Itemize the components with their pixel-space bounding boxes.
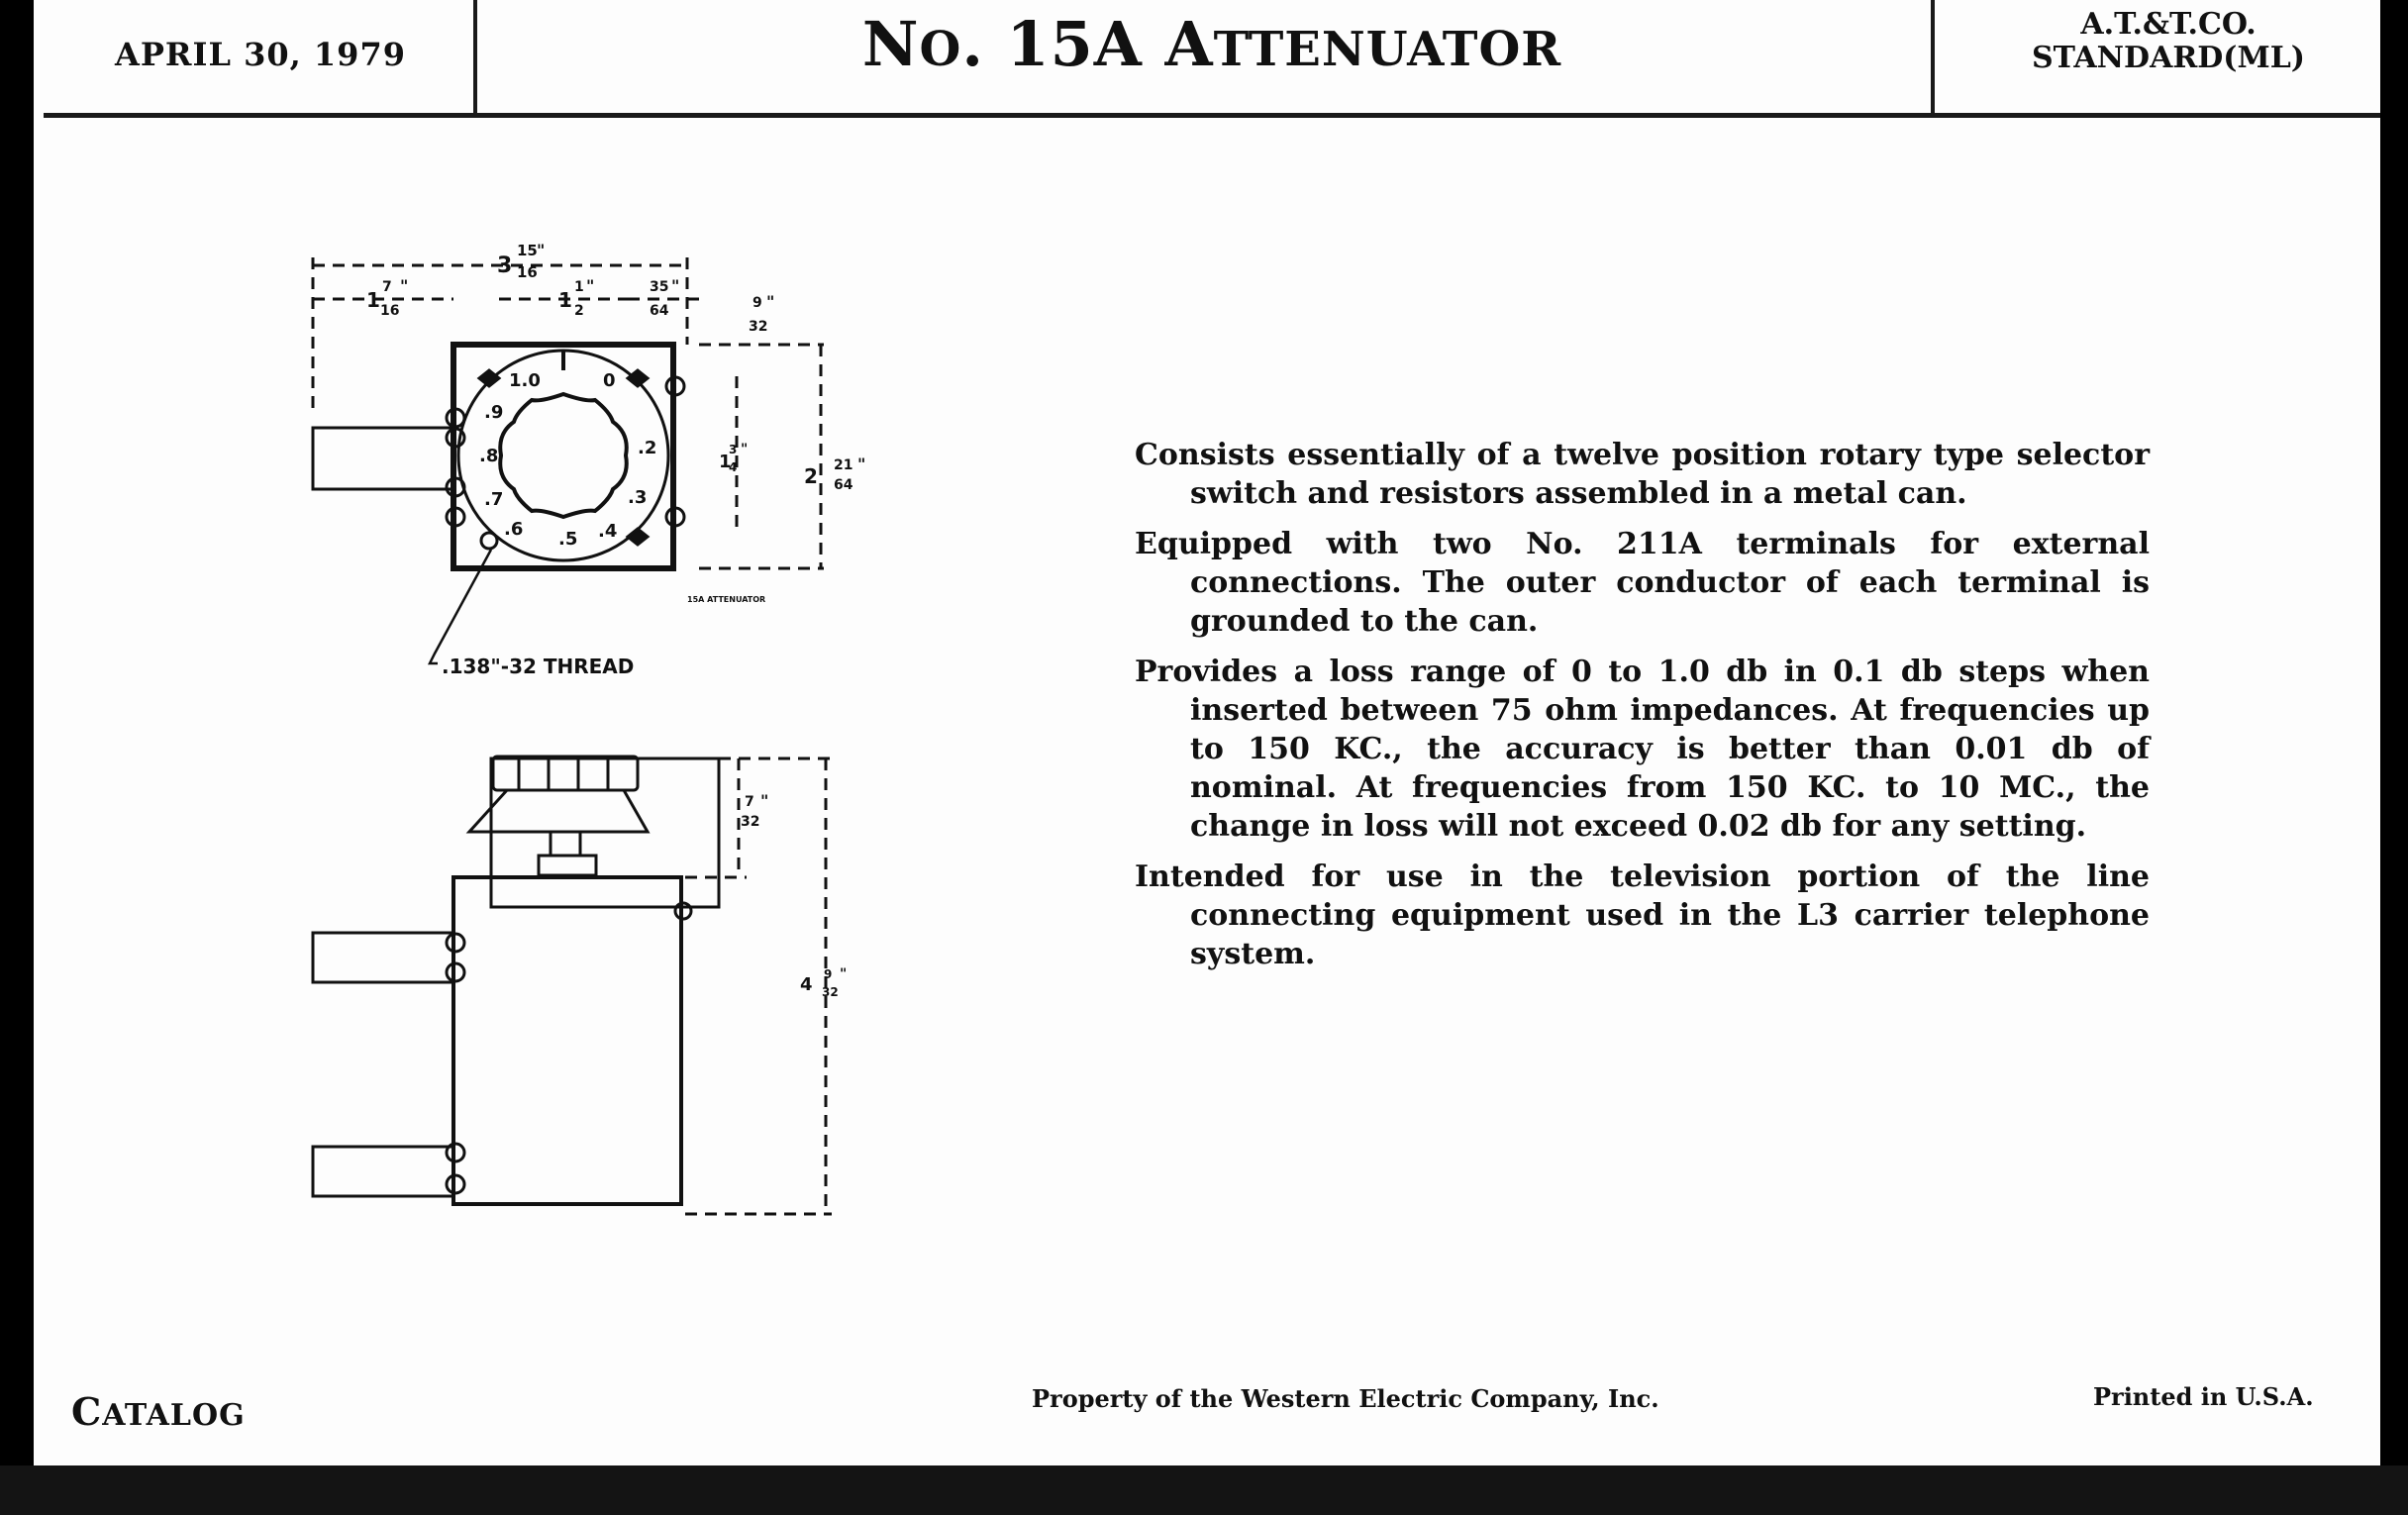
svg-text:32: 32 (822, 985, 839, 999)
catalog-sheet (34, 0, 2380, 1465)
svg-text:21: 21 (834, 457, 853, 473)
dial-number: .5 (558, 529, 578, 550)
knob-side (493, 757, 638, 790)
svg-text:32: 32 (749, 319, 768, 335)
footer-catalog: CATALOG (71, 1389, 246, 1434)
svg-text:15: 15 (517, 242, 538, 259)
svg-text:": " (840, 966, 848, 982)
svg-text:1: 1 (574, 279, 584, 295)
terminal-side-lower (313, 1147, 453, 1196)
svg-text:9: 9 (824, 967, 833, 981)
attenuator-drawing (271, 228, 905, 1238)
header-standard: A.T.&T.CO. STANDARD(ML) (2032, 7, 2305, 75)
svg-text:4: 4 (729, 460, 738, 474)
dial-knob-outline (500, 394, 627, 517)
dial-number: .8 (479, 446, 499, 466)
svg-text:2: 2 (574, 303, 584, 319)
page-title: NO. 15A ATTENUATOR (861, 8, 1562, 80)
svg-text:7: 7 (382, 279, 392, 295)
header-divider-right (1931, 0, 1935, 115)
svg-text:64: 64 (834, 477, 853, 493)
svg-text:16: 16 (517, 263, 538, 281)
footer-property: Property of the Western Electric Company, Inc. (1032, 1384, 1659, 1413)
description-text (1135, 436, 2150, 985)
svg-text:16: 16 (380, 303, 400, 319)
scan-border (0, 1465, 2408, 1515)
svg-text:": " (586, 276, 595, 295)
dial-number: .4 (598, 521, 618, 542)
dim-top-margin: 9 (752, 295, 762, 311)
dim-knob-offset: 1 (366, 288, 380, 312)
dim-side-height: 4 (800, 974, 813, 995)
svg-text:": " (760, 791, 769, 810)
paragraph: Consists essentially of a twelve position rotary type selector switch and resistors assembled in a metal can. (1135, 438, 2150, 511)
footer-printed: Printed in U.S.A. (2093, 1382, 2314, 1411)
dial-number: .7 (484, 489, 504, 510)
dial-number: .6 (504, 519, 524, 540)
header-date: APRIL 30, 1979 (115, 36, 406, 73)
header-rule (44, 113, 2380, 118)
dial-number: .9 (484, 402, 504, 423)
terminal-top-view (313, 428, 453, 489)
svg-text:64: 64 (650, 303, 669, 319)
dim-dial-height: 1 (719, 452, 732, 472)
svg-text:": " (400, 276, 409, 295)
dim-dial-width: 1 (558, 288, 572, 312)
svg-text:": " (766, 292, 775, 311)
knob-skirt (469, 790, 648, 832)
thread-callout: .138"-32 THREAD (442, 655, 635, 678)
can-side-outline (453, 877, 681, 1204)
paragraph: Equipped with two No. 211A terminals for external connections. The outer conductor of each terminal is grounded to the can. (1135, 527, 2150, 639)
dial-number: .2 (638, 438, 657, 458)
svg-text:": " (537, 241, 546, 259)
paragraph: Provides a loss range of 0 to 1.0 db in 0.1 db steps when inserted between 75 ohm impedances. At frequencies up to 150 KC., the accuracy is better than 0.01 db of nominal. At frequencies from 150 KC. to 10 MC., the change in loss will not exceed 0.02 db for any setting. (1135, 655, 2150, 844)
dim-overall-height: 2 (804, 464, 818, 488)
terminal-side-upper (313, 933, 453, 982)
dial-number: 1.0 (509, 370, 541, 391)
svg-text:32: 32 (741, 814, 760, 830)
paragraph: Intended for use in the television portion of the line connecting equipment used in the L3 carrier telephone system. (1135, 859, 2150, 971)
dim-right-margin: 35 (650, 279, 669, 295)
svg-text:": " (857, 454, 866, 473)
dial-number: .3 (628, 487, 648, 508)
dim-overall-width: 3 (497, 253, 513, 278)
drawing-caption: 15A ATTENUATOR (687, 595, 766, 604)
svg-text:3: 3 (729, 443, 738, 456)
dial-number: 0 (603, 370, 616, 391)
svg-text:": " (671, 276, 680, 295)
svg-text:": " (741, 442, 749, 457)
svg-text:7: 7 (745, 794, 754, 810)
